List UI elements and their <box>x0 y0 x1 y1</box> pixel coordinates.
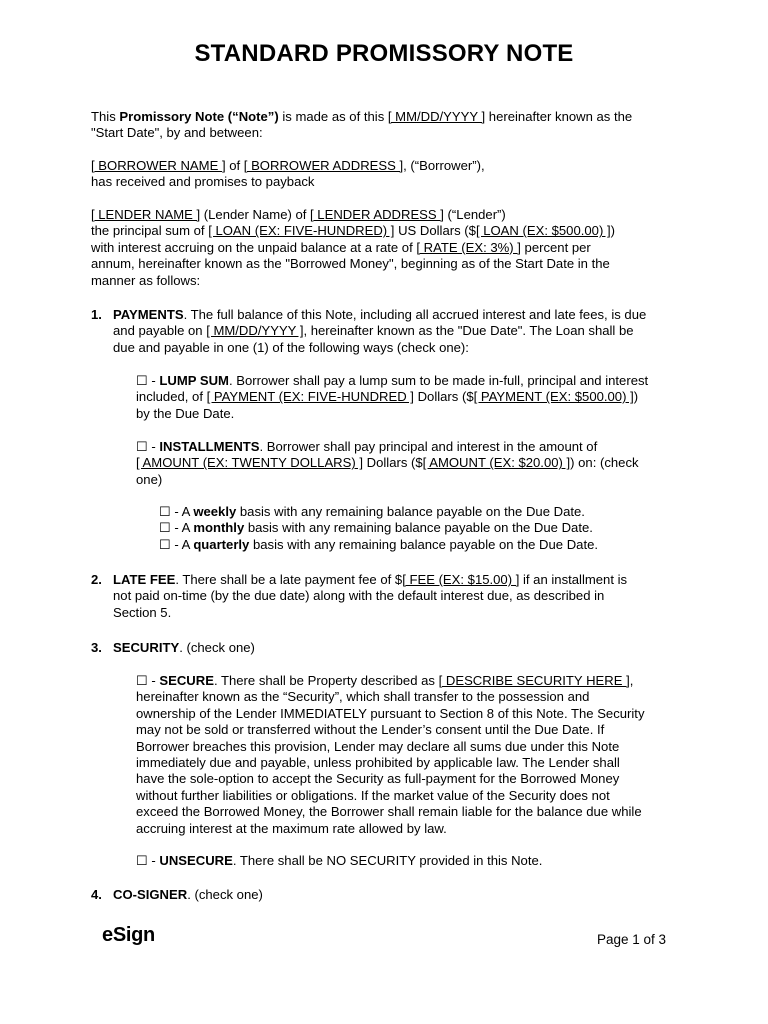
lender-address-field[interactable]: [ LENDER ADDRESS ] <box>310 207 444 222</box>
intro-text: This <box>91 109 120 124</box>
installments-option <box>136 439 692 488</box>
payment-amount-field[interactable]: [ PAYMENT (EX: $500.00) ] <box>473 389 634 405</box>
esign-logo: eSign <box>102 924 155 946</box>
section-text: . There shall be a late payment fee of $ <box>175 572 403 587</box>
section-number: 3. <box>91 640 102 655</box>
quarterly-option[interactable] <box>159 537 679 553</box>
option-text: basis with any remaining balance payable on the Due Date. <box>236 504 585 519</box>
lender-text: ) <box>610 223 615 239</box>
option-text: hereinafter known as the “Security”, which shall transfer to the possession and <box>136 689 590 705</box>
option-text: accruing interest at the maximum rate allowed by law. <box>136 820 447 836</box>
option-text: basis with any remaining balance payable on the Due Date. <box>249 536 599 552</box>
lender-text: annum, hereinafter known as the "Borrowed Money", beginning as of the Start Date in the <box>91 256 610 272</box>
borrower-text: , (“Borrower”), <box>403 158 485 173</box>
section-payments <box>113 307 693 356</box>
frequency-label: quarterly <box>193 536 250 552</box>
section-text: , hereinafter known as the "Due Date". The Loan shall be <box>303 323 634 339</box>
intro-paragraph <box>91 109 691 142</box>
intro-text: "Start Date", by and between: <box>91 125 263 141</box>
quarterly-checkbox[interactable]: ☐ - A <box>159 536 194 552</box>
section-text: . (check one) <box>179 640 255 655</box>
loan-amount-field[interactable]: [ LOAN (EX: $500.00) ] <box>475 223 611 239</box>
unsecure-option <box>136 853 692 869</box>
section-text: Section 5. <box>113 604 172 620</box>
monthly-checkbox[interactable]: ☐ - A <box>159 520 194 536</box>
option-text: . Borrower shall pay a lump sum to be made in-full, principal and interest <box>228 373 649 388</box>
option-text: exceed the Borrowed Money, the Borrower shall remain liable for the balance due while <box>136 804 642 820</box>
lender-text: US Dollars ($ <box>394 223 476 239</box>
option-heading: INSTALLMENTS <box>159 439 260 454</box>
section-number: 2. <box>91 572 102 587</box>
option-text: ) on: (check <box>570 455 639 471</box>
section-heading: CO-SIGNER <box>113 887 188 902</box>
option-text: Borrower breaches this provision, Lender may declare all sums due under this Note <box>136 738 620 754</box>
lender-text: percent per <box>520 239 591 255</box>
page-number: Page 1 of 3 <box>597 932 667 947</box>
security-description-field[interactable]: [ DESCRIBE SECURITY HERE ] <box>438 673 630 688</box>
lump-sum-option <box>136 373 692 422</box>
option-text: by the Due Date. <box>136 405 235 421</box>
lump-sum-checkbox[interactable]: ☐ - <box>136 373 160 388</box>
option-text: without further liabilities or obligations. If the market value of the Security does not <box>136 787 610 803</box>
section-heading: SECURITY <box>113 640 180 655</box>
lender-name-field[interactable]: [ LENDER NAME ] <box>91 207 201 222</box>
due-date-field[interactable]: [ MM/DD/YYYY ] <box>206 323 304 339</box>
section-text: . (check one) <box>187 887 263 902</box>
lender-text: (Lender Name) of <box>200 207 311 222</box>
lender-text: with interest accruing on the unpaid balance at a rate of <box>91 239 417 255</box>
intro-note-label: Promissory Note (“Note”) <box>119 109 279 124</box>
option-text: Dollars ($ <box>413 389 474 405</box>
intro-text: is made as of this <box>278 109 388 124</box>
unsecure-checkbox[interactable]: ☐ - <box>136 853 160 868</box>
secure-checkbox[interactable]: ☐ - <box>136 673 160 688</box>
option-text: . There shall be Property described as <box>213 673 439 688</box>
loan-words-field[interactable]: [ LOAN (EX: FIVE-HUNDRED) ] <box>208 223 395 239</box>
option-text: basis with any remaining balance payable on the Due Date. <box>244 520 593 536</box>
amount-words-field[interactable]: [ AMOUNT (EX: TWENTY DOLLARS) ] <box>136 455 363 471</box>
option-text: . There shall be NO SECURITY provided in this Note. <box>232 853 543 868</box>
weekly-checkbox[interactable]: ☐ - A <box>159 504 194 519</box>
option-text: ) <box>633 389 639 405</box>
start-date-field[interactable]: [ MM/DD/YYYY ] <box>387 109 486 124</box>
section-heading: LATE FEE <box>113 572 176 587</box>
section-text: and payable on <box>113 323 207 339</box>
frequency-label: weekly <box>193 504 237 519</box>
secure-option <box>136 673 692 837</box>
borrower-text: of <box>225 158 244 173</box>
payment-words-field[interactable]: [ PAYMENT (EX: FIVE-HUNDRED ] <box>206 389 414 405</box>
option-text: ownership of the Lender IMMEDIATELY pursuant to Section 8 of this Note. The Security <box>136 705 645 721</box>
section-late-fee <box>113 572 693 621</box>
option-heading: LUMP SUM <box>159 373 229 388</box>
lender-paragraph <box>91 207 691 289</box>
option-heading: SECURE <box>159 673 214 688</box>
frequency-label: monthly <box>193 520 245 536</box>
option-text: included, of <box>136 389 207 405</box>
lender-text: (“Lender”) <box>443 207 506 222</box>
borrower-text: has received and promises to payback <box>91 174 315 190</box>
option-text: immediately due and payable, unless prohibited by applicable law. The Lender shall <box>136 755 620 771</box>
option-text: Dollars ($ <box>363 455 423 471</box>
section-text: if an installment is <box>519 572 628 587</box>
option-text: have the sole-option to accept the Security as full-payment for the Borrowed Money <box>136 771 620 787</box>
option-text: . Borrower shall pay principal and interest in the amount of <box>259 439 598 454</box>
document-title: STANDARD PROMISSORY NOTE <box>194 40 574 67</box>
section-heading: PAYMENTS <box>113 307 184 322</box>
section-text: . The full balance of this Note, including all accrued interest and late fees, is due <box>183 307 647 322</box>
rate-field[interactable]: [ RATE (EX: 3%) ] <box>416 239 521 255</box>
fee-field[interactable]: [ FEE (EX: $15.00) ] <box>402 572 520 587</box>
option-heading: UNSECURE <box>159 853 233 868</box>
frequency-options <box>159 504 679 553</box>
borrower-paragraph <box>91 158 691 191</box>
borrower-name-field[interactable]: [ BORROWER NAME ] <box>91 158 226 173</box>
section-text: not paid on-time (by the due date) along with the default interest due, as described in <box>113 588 605 604</box>
intro-text: hereinafter known as the <box>485 109 633 124</box>
lender-text: manner as follows: <box>91 272 201 288</box>
option-text: , <box>629 673 634 688</box>
section-security <box>113 640 693 656</box>
lender-text: the principal sum of <box>91 223 209 239</box>
weekly-option[interactable] <box>159 504 679 520</box>
monthly-option[interactable] <box>159 520 679 536</box>
section-number: 1. <box>91 307 102 322</box>
section-co-signer <box>113 887 693 903</box>
section-number: 4. <box>91 887 102 902</box>
amount-value-field[interactable]: [ AMOUNT (EX: $20.00) ] <box>422 455 571 471</box>
option-text: may not be sold or transferred without the Lender’s consent until the Due Date. If <box>136 722 605 738</box>
installments-checkbox[interactable]: ☐ - <box>136 439 160 454</box>
option-text: one) <box>136 471 163 487</box>
borrower-address-field[interactable]: [ BORROWER ADDRESS ] <box>243 158 404 173</box>
section-text: due and payable in one (1) of the following ways (check one): <box>113 339 469 355</box>
